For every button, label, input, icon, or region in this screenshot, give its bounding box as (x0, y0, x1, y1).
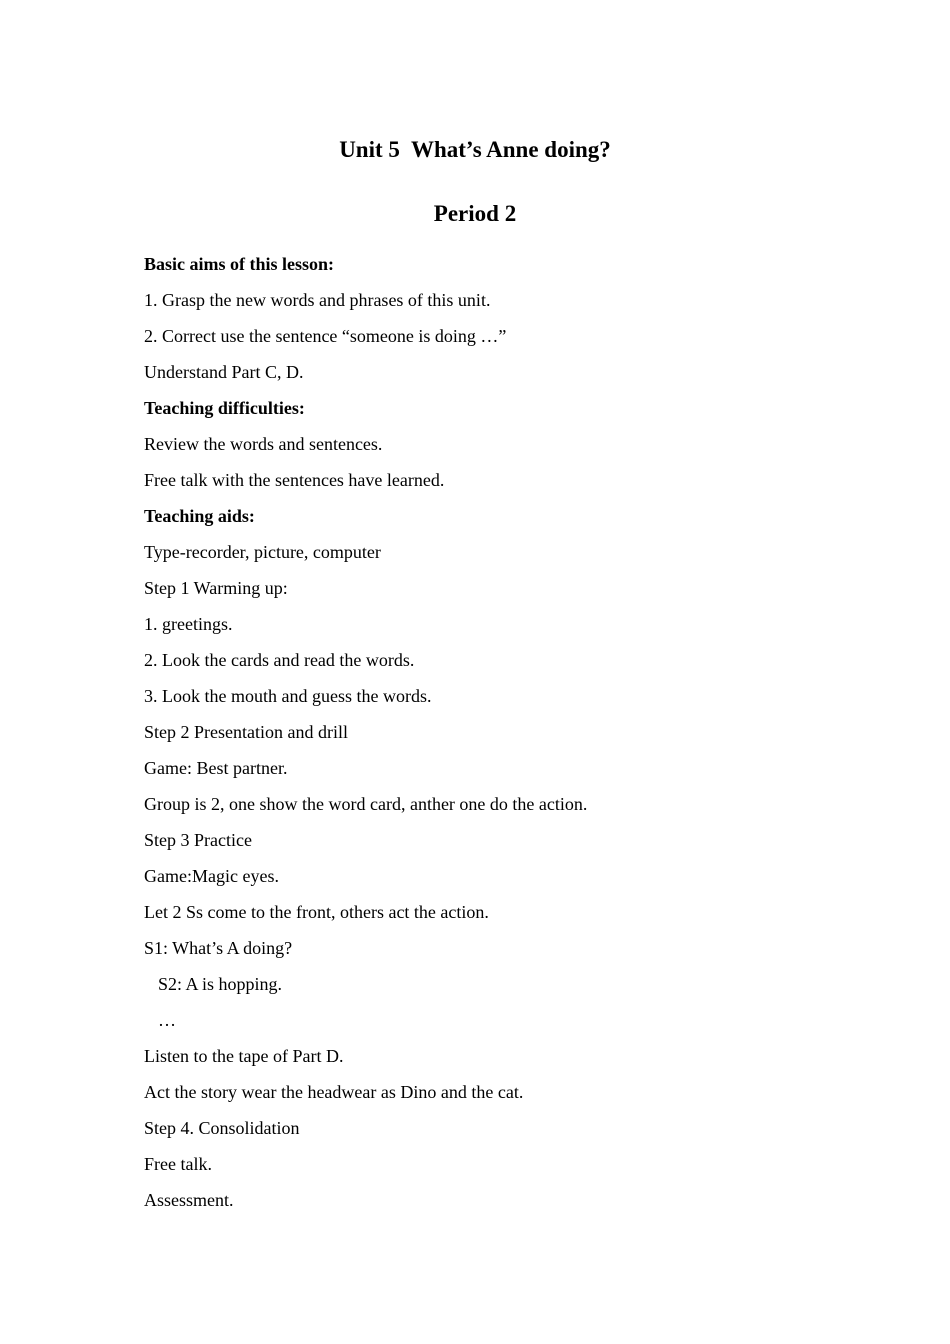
step-line: Act the story wear the headwear as Dino and the cat. (144, 1082, 524, 1102)
step-line: 3. Look the mouth and guess the words. (144, 686, 432, 706)
step-line: Listen to the tape of Part D. (144, 1046, 344, 1066)
document-subtitle: Period 2 (433, 201, 517, 226)
section-heading-basic-aims: Basic aims of this lesson: (144, 254, 335, 274)
step-line: S1: What’s A doing? (144, 938, 293, 958)
document-title: Unit 5 What’s Anne doing? (339, 137, 611, 162)
difficulty-item: Free talk with the sentences have learned. (144, 470, 445, 490)
step-line: Assessment. (144, 1190, 234, 1210)
aim-item: Understand Part C, D. (144, 362, 304, 382)
step-line: Game:Magic eyes. (144, 866, 279, 886)
aid-item: Type-recorder, picture, computer (144, 542, 381, 562)
aim-item: 2. Correct use the sentence “someone is doing …” (144, 326, 507, 346)
step-line: Step 2 Presentation and drill (144, 722, 348, 742)
step-line: Step 4. Consolidation (144, 1118, 300, 1138)
document-body (144, 251, 844, 1223)
step-line: 2. Look the cards and read the words. (144, 650, 415, 670)
step-line: Group is 2, one show the word card, anther one do the action. (144, 794, 588, 814)
step-line: Game: Best partner. (144, 758, 288, 778)
step-line: 1. greetings. (144, 614, 233, 634)
step-line: Step 1 Warming up: (144, 578, 288, 598)
step-line: S2: A is hopping. (158, 974, 283, 994)
step-line: Let 2 Ss come to the front, others act the action. (144, 902, 489, 922)
step-line: Free talk. (144, 1154, 212, 1174)
step-line: Step 3 Practice (144, 830, 252, 850)
step-line: … (158, 1010, 176, 1030)
section-heading-difficulties: Teaching difficulties: (144, 398, 305, 418)
section-heading-aids: Teaching aids: (144, 506, 255, 526)
aim-item: 1. Grasp the new words and phrases of this unit. (144, 290, 491, 310)
difficulty-item: Review the words and sentences. (144, 434, 383, 454)
